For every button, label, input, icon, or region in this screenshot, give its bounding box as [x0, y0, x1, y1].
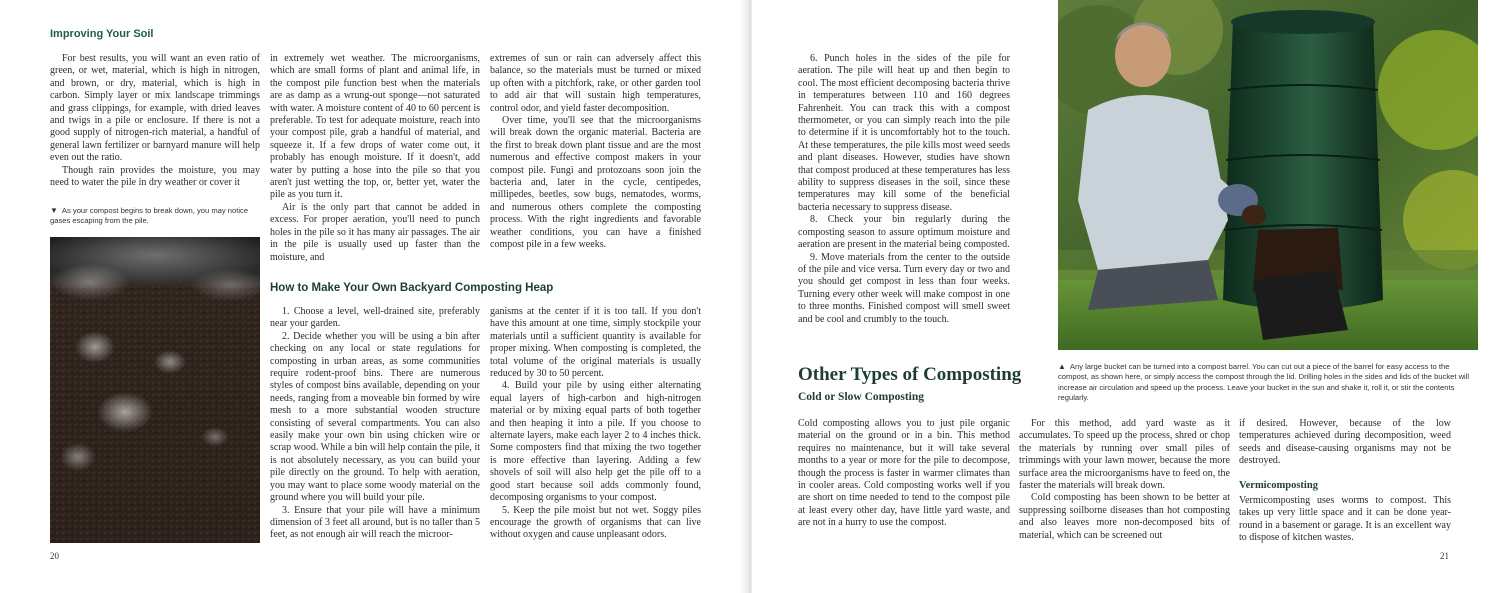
caption-text: As your compost begins to break down, you may notice gases escaping from the pile.: [50, 206, 249, 226]
section-heading: How to Make Your Own Backyard Composting Heap: [270, 282, 554, 294]
paragraph: if desired. However, because of the low temperatures achieved during decomposition, weed seeds and disease-causing organisms may not be destroyed.: [1239, 418, 1451, 467]
paragraph: 5. Keep the pile moist but not wet. Soggy piles encourage the growth of organisms that can live without oxygen and cause unpleasant odors.: [490, 504, 701, 541]
caption-marker-icon: ▲: [1058, 362, 1066, 371]
paragraph: extremes of sun or rain can adversely affect this balance, so the materials must be turned or mixed up often with a pitchfork, rake, or other garden tool to add air that will sustain high temperatures, control odor, and yield faster decomposition.: [490, 53, 701, 114]
paragraph: 4. Build your pile by using either alternating equal layers of high-carbon and high-nitrogen material or by mixing equal parts of both together and then heaping it into a pile. If you choose to alternate layers, make each layer 2 to 4 inches thick. Some composters find that mixing the two together is more effective than layering. Adding a few shovels of soil will also help get the pile off to a good start because soil adds commonly found, decomposing organisms to your compost.: [490, 380, 701, 504]
paragraph: For best results, you will want an even ratio of green, or wet, material, which is high in nitrogen, and brown, or dry, material, which is high in carbon. Simply layer or mix landscape trimmings and grass clippings, for example, with dried leaves and twigs in a pile or enclosure. If there is not a good supply of nitrogen-rich material, a handful of general lawn fertilizer or barnyard manure will help even out the ratio.: [50, 53, 260, 164]
paragraph: Cold composting allows you to just pile organic material on the ground or in a bin. This method requires no maintenance, but it will take several months to a year or more for the pile to decompose, though the process is faster in warmer climates than in cooler areas. Cold composting works well if you are short on time needed to tend to the compost pile at least every other day, have little yard waste, and are not in a hurry to use the compost.: [798, 418, 1010, 529]
paragraph: Though rain provides the moisture, you may need to water the pile in dry weather or cover it: [50, 164, 260, 189]
paragraph: 1. Choose a level, well-drained site, preferably near your garden.: [270, 306, 480, 330]
paragraph: 9. Move materials from the center to the outside of the pile and vice versa. Turn every day or two and you should get compost in less than four weeks. Turning every other week will make compost in one to three months. Finished compost will smell sweet and be cool and crumbly to the touch.: [798, 251, 1010, 325]
main-heading: Other Types of Composting: [798, 364, 1022, 385]
paragraph: For this method, add yard waste as it accumulates. To speed up the process, shred or chop the materials by running over small piles of trimmings with your lawn mower, because the more surface area the microorganisms have to feed on, the faster the materials will break down.: [1019, 418, 1230, 492]
sub-heading: Cold or Slow Composting: [798, 391, 924, 403]
vermicomposting-heading: Vermicomposting: [1239, 479, 1318, 491]
left-col3: [490, 53, 701, 252]
page-number: 21: [1440, 551, 1449, 561]
page-number: 20: [50, 551, 59, 561]
left-page: [0, 0, 748, 593]
compost-pile-photo: [50, 237, 260, 543]
caption-marker-icon: ▼: [50, 206, 58, 215]
paragraph: ganisms at the center if it is too tall. If you don't have this amount at one time, simply stockpile your materials until a sufficient quantity is available for proper mixing. When composting is completed, the total volume of the original materials is usually reduced by 30 to 50 percent.: [490, 306, 701, 380]
paragraph: Vermicomposting uses worms to compost. This takes up very little space and it can be done year-round in a basement or garage. It is an excellent way to dispose of kitchen wastes.: [1239, 495, 1451, 544]
left-col3-steps: [490, 306, 701, 542]
right-col1-lower: [798, 418, 1010, 530]
compost-barrel-photo: [1058, 0, 1478, 350]
right-col3-lower: [1239, 418, 1451, 545]
paragraph: Cold composting has been shown to be better at suppressing soilborne diseases than hot composting and also leaves more non-decomposed bits of material, which can be screened out: [1019, 492, 1230, 541]
paragraph: in extremely wet weather. The microorganisms, which are small forms of plant and animal life, in the compost pile function best when the materials are as damp as a wrung-out sponge—not saturated with water. A moisture content of 40 to 60 percent is preferable. To test for adequate moisture, reach into your compost pile, grab a handful of material, and squeeze it. If a few drops of water come out, it probably has enough moisture. If it doesn't, add water by putting a hose into the pile so that you aren't just wetting the top, or, better yet, water the pile as you turn it.: [270, 53, 480, 201]
compost-barrel-image: [1058, 0, 1478, 350]
paragraph: Air is the only part that cannot be added in excess. For proper aeration, you'll need to punch holes in the pile so it has many air passages. The air in the pile is usually used up faster than the moisture, and: [270, 201, 480, 263]
photo-caption: [50, 206, 260, 227]
paragraph: Over time, you'll see that the microorganisms will break down the organic material. Bacteria are the first to break down plant tissue and are the most numerous and effective compost makers in your compost pile. Fungi and protozoans soon join the bacteria and, later in the cycle, centipedes, millipedes, beetles, sow bugs, nematodes, worms, and numerous others complete the composting process. With the right ingredients and favorable weather conditions, you can have a finished compost pile in a few weeks.: [490, 115, 701, 251]
left-col2-steps: [270, 306, 480, 542]
running-head: Improving Your Soil: [50, 28, 154, 40]
caption-text: Any large bucket can be turned into a compost barrel. You can cut out a piece of the barrel for easy access to the compost, as shown here, or simply access the compost through the lid. Drilling holes in the sides and lids of the bucket will increase air circulation and speed up the process. Leave your bucket in the sun and shake it, roll it, or stir the contents regularly.: [1058, 362, 1470, 403]
left-col1: [50, 53, 260, 189]
compost-steam-image: [50, 237, 260, 543]
right-page: [752, 0, 1500, 593]
photo-caption: [1058, 362, 1478, 404]
paragraph: 8. Check your bin regularly during the composting season to assure optimum moisture and aeration are present in the material being composted.: [798, 214, 1010, 251]
right-col2-lower: [1019, 418, 1230, 542]
paragraph: 2. Decide whether you will be using a bin after checking on any local or state regulations for composting in urban areas, as some communities require rodent-proof bins. There are numerous styles of compost bins available, depending on your needs, ranging from a moveable bin formed by wire mesh to a more substantial wooden structure consisting of several compartments. You can also easily make your own bin using chicken wire or scrap wood. While a bin will help contain the pile, it is not absolutely necessary, as you can build your pile directly on the ground. To help with aeration, you may want to place some woody material on the ground where you will build your pile.: [270, 330, 480, 504]
paragraph: 3. Ensure that your pile will have a minimum dimension of 3 feet all around, but is no taller than 5 feet, as not enough air will reach the microor-: [270, 504, 480, 541]
left-col2: [270, 53, 480, 264]
right-col1: [798, 53, 1010, 326]
paragraph: 6. Punch holes in the sides of the pile for aeration. The pile will heat up and then begin to cool. The most efficient decomposing bacteria thrive in temperatures between 110 and 160 degrees Fahrenheit. You can track this with a compost thermometer, or you can simply reach into the pile to determine if it is uncomfortably hot to the touch. At these temperatures, the pile kills most weed seeds and plant diseases. However, studies have shown that compost produced at these temperatures has less ability to suppress diseases in the soil, since these temperatures may kill some of the beneficial bacteria necessary to suppress disease.: [798, 53, 1010, 213]
